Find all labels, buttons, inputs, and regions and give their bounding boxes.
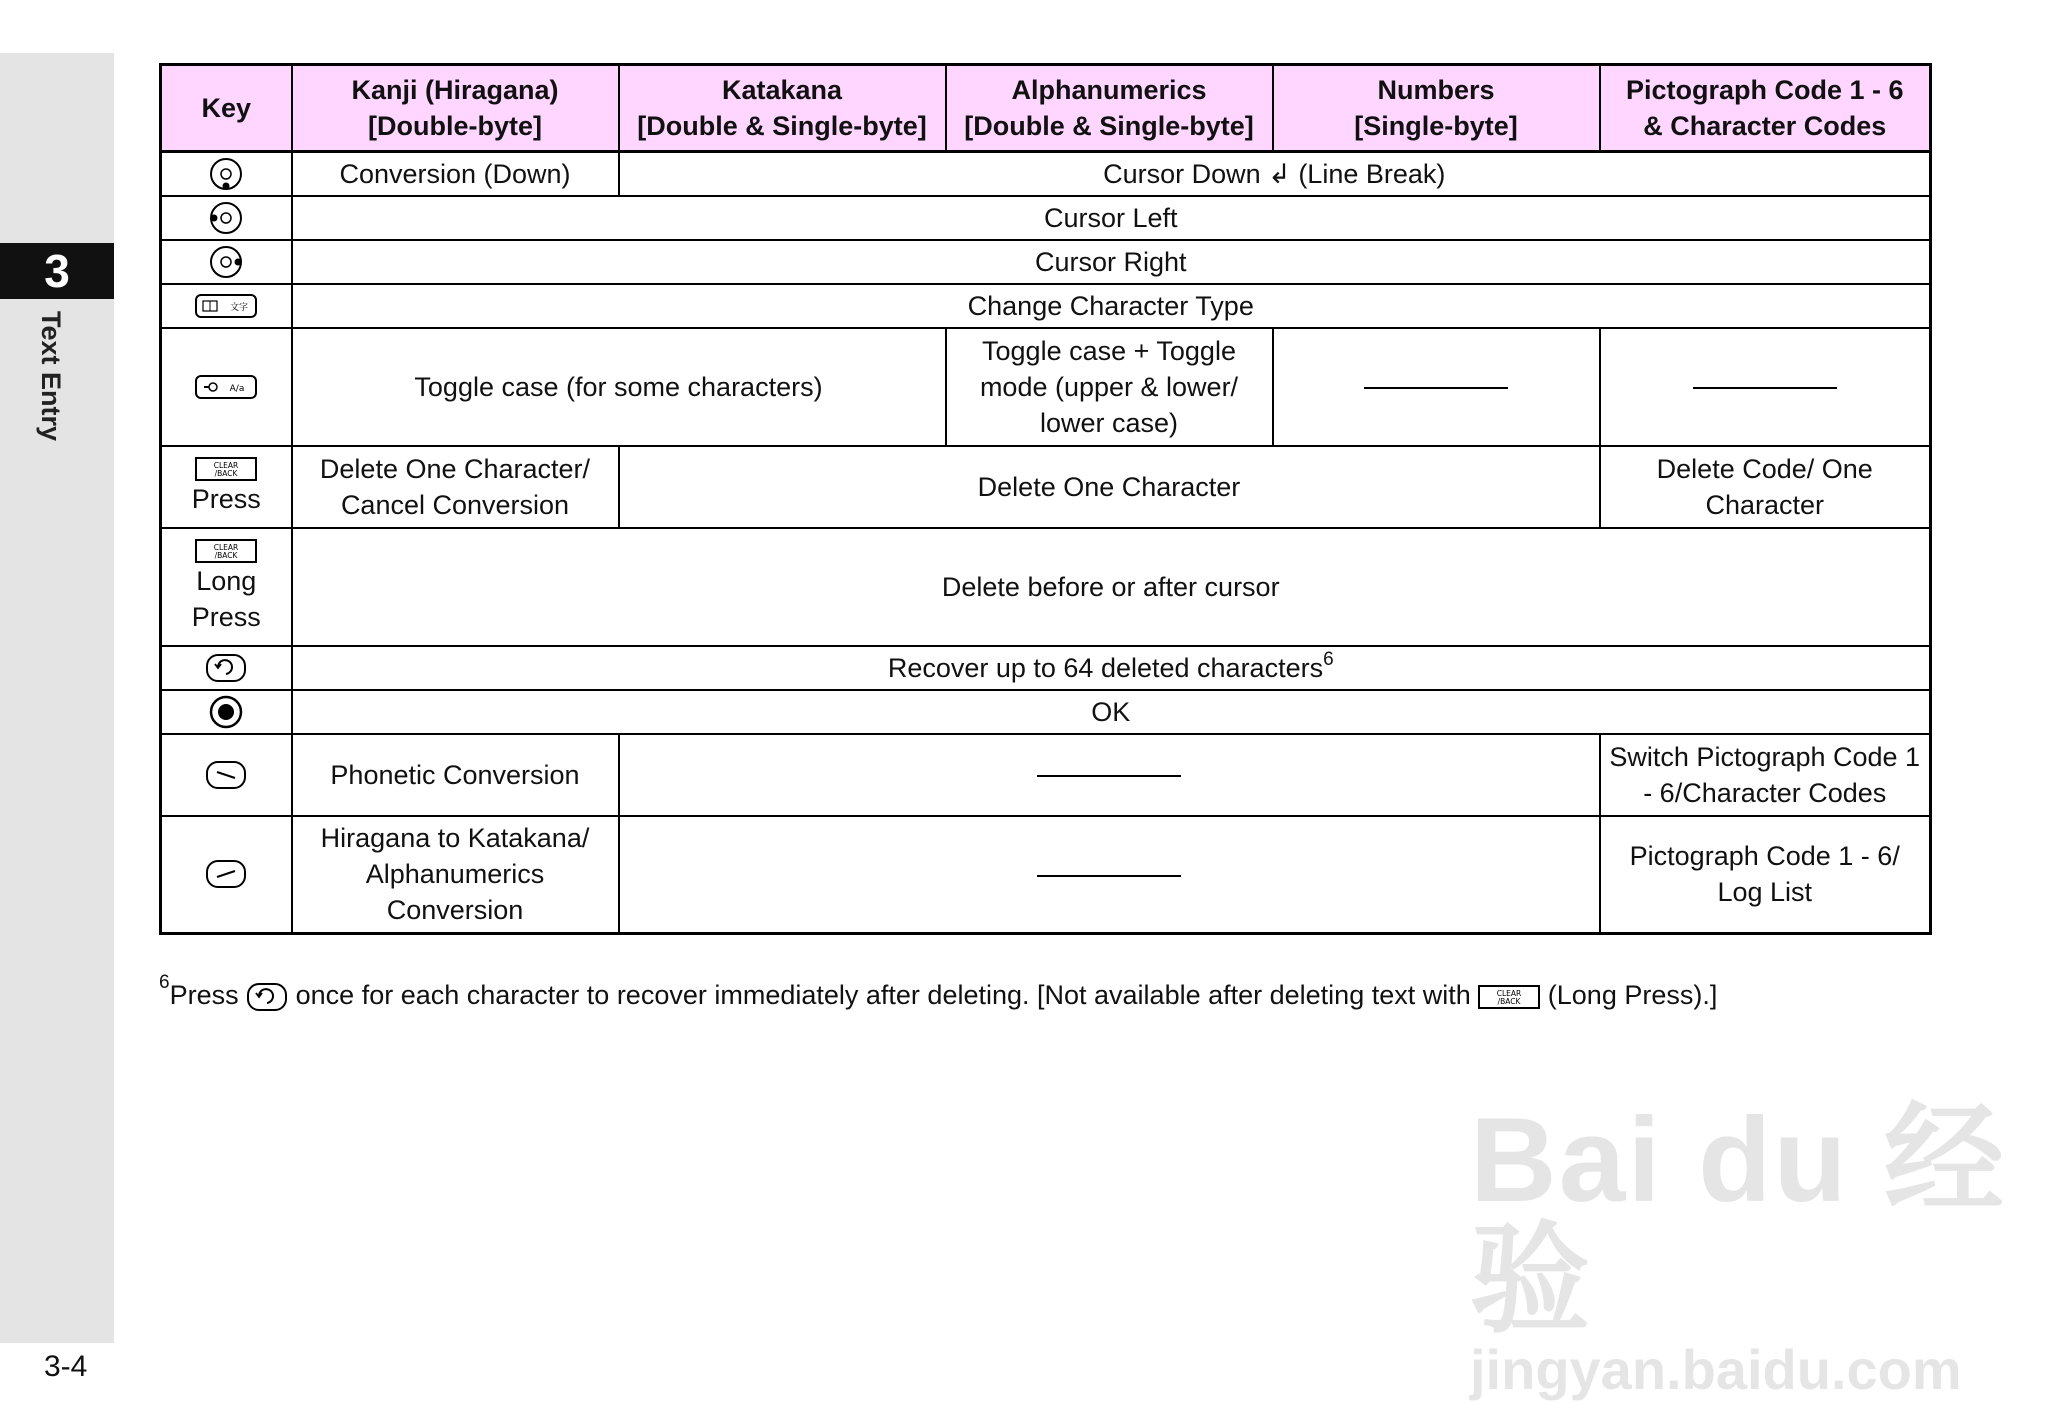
header-kanji: Kanji (Hiragana) [Double-byte]: [292, 65, 619, 152]
cell-empty: [619, 816, 1600, 934]
char-type-key-icon: [161, 284, 292, 328]
cell-text: Cursor Left: [292, 196, 1931, 240]
chapter-sidebar: [0, 53, 114, 1343]
footnote-text: once for each character to recover immediately after deleting. [Not available after deleting text with: [295, 980, 1471, 1010]
cell-empty: [1273, 328, 1600, 446]
footnote-text: (Long Press).]: [1547, 980, 1718, 1010]
key-label: Press: [191, 601, 261, 632]
dash-line: [1693, 387, 1837, 389]
header-numbers: Numbers [Single-byte]: [1273, 65, 1600, 152]
left-soft-key-icon: [161, 816, 292, 934]
svg-text:A/a: A/a: [229, 383, 245, 394]
svg-text:/BACK: /BACK: [214, 468, 238, 478]
svg-text:/BACK: /BACK: [1497, 996, 1521, 1006]
table-row: [161, 690, 1931, 734]
dash-line: [1037, 875, 1181, 877]
cell-text: OK: [292, 690, 1931, 734]
header-alphanumerics: Alphanumerics [Double & Single-byte]: [946, 65, 1273, 152]
table-row: [161, 284, 1931, 328]
table-row: [161, 816, 1931, 934]
cell-text: Recover up to 64 deleted characters$^6$: [292, 646, 1931, 690]
cell-text: Conversion (Down): [292, 152, 619, 196]
cell-empty: [619, 734, 1600, 816]
key-label: Long: [196, 565, 257, 596]
dash-line: [1364, 387, 1508, 389]
header-pictograph: Pictograph Code 1 - 6 & Character Codes: [1600, 65, 1931, 152]
table-row: [161, 446, 1931, 528]
cell-text: Delete before or after cursor: [292, 528, 1931, 646]
header-katakana: Katakana [Double & Single-byte]: [619, 65, 946, 152]
table-row: [161, 328, 1931, 446]
watermark-logo: Bai du 经验: [1470, 1093, 2007, 1347]
cell-text: Delete One Character: [619, 446, 1600, 528]
footnote-marker: 6: [159, 972, 170, 993]
cell-text: Phonetic Conversion: [292, 734, 619, 816]
table-row: [161, 240, 1931, 284]
watermark-url: jingyan.baidu.com: [1470, 1338, 1962, 1401]
cell-text: Change Character Type: [292, 284, 1931, 328]
dash-line: [1037, 775, 1181, 777]
baidu-watermark: [1470, 1093, 2064, 1401]
cell-text: Cursor Down ↲ (Line Break): [619, 152, 1931, 196]
cell-text: Delete One Character/ Cancel Conversion: [292, 446, 619, 528]
right-soft-key-icon: [161, 734, 292, 816]
table-row: [161, 152, 1931, 196]
recover-key-icon: [161, 646, 292, 690]
chapter-title: Text Entry: [36, 311, 66, 442]
footnote-text: Press: [169, 980, 239, 1010]
clear-back-key-icon: [195, 539, 257, 563]
footnote: [159, 972, 1718, 1012]
svg-text:CLEAR: CLEAR: [1497, 988, 1522, 998]
clear-press-key: [161, 446, 292, 528]
table-row: [161, 646, 1931, 690]
nav-down-key-icon: [161, 152, 292, 196]
clear-back-key-icon: [1478, 985, 1540, 1009]
cell-text: Toggle case (for some characters): [292, 328, 946, 446]
chapter-number: 3: [0, 243, 114, 299]
table-header-row: [161, 65, 1931, 152]
nav-right-key-icon: [161, 240, 292, 284]
clear-back-key-icon: [195, 457, 257, 481]
clear-long-press-key: [161, 528, 292, 646]
svg-text:CLEAR: CLEAR: [214, 460, 239, 470]
svg-text:CLEAR: CLEAR: [214, 542, 239, 552]
svg-text:/BACK: /BACK: [214, 550, 238, 560]
key-function-table: [159, 63, 1932, 935]
table-row: [161, 734, 1931, 816]
cell-text: Hiragana to Katakana/ Alphanumerics Conversion: [292, 816, 619, 934]
recover-key-icon: [246, 982, 288, 1012]
table-row: [161, 196, 1931, 240]
case-key-icon: [161, 328, 292, 446]
table-row: [161, 528, 1931, 646]
nav-left-key-icon: [161, 196, 292, 240]
cell-text: Pictograph Code 1 - 6/ Log List: [1600, 816, 1931, 934]
cell-text: Delete Code/ One Character: [1600, 446, 1931, 528]
key-label: Press: [191, 483, 261, 514]
cell-text: Toggle case + Toggle mode (upper & lower/ lower case): [946, 328, 1273, 446]
svg-text:文字: 文字: [230, 302, 249, 313]
cell-empty: [1600, 328, 1931, 446]
ok-key-icon: [161, 690, 292, 734]
page-number: 3-4: [44, 1350, 88, 1383]
line-break-icon: ↲: [1268, 158, 1291, 189]
header-key: Key: [161, 65, 292, 152]
cell-text: Switch Pictograph Code 1 - 6/Character Codes: [1600, 734, 1931, 816]
cell-text: Cursor Right: [292, 240, 1931, 284]
